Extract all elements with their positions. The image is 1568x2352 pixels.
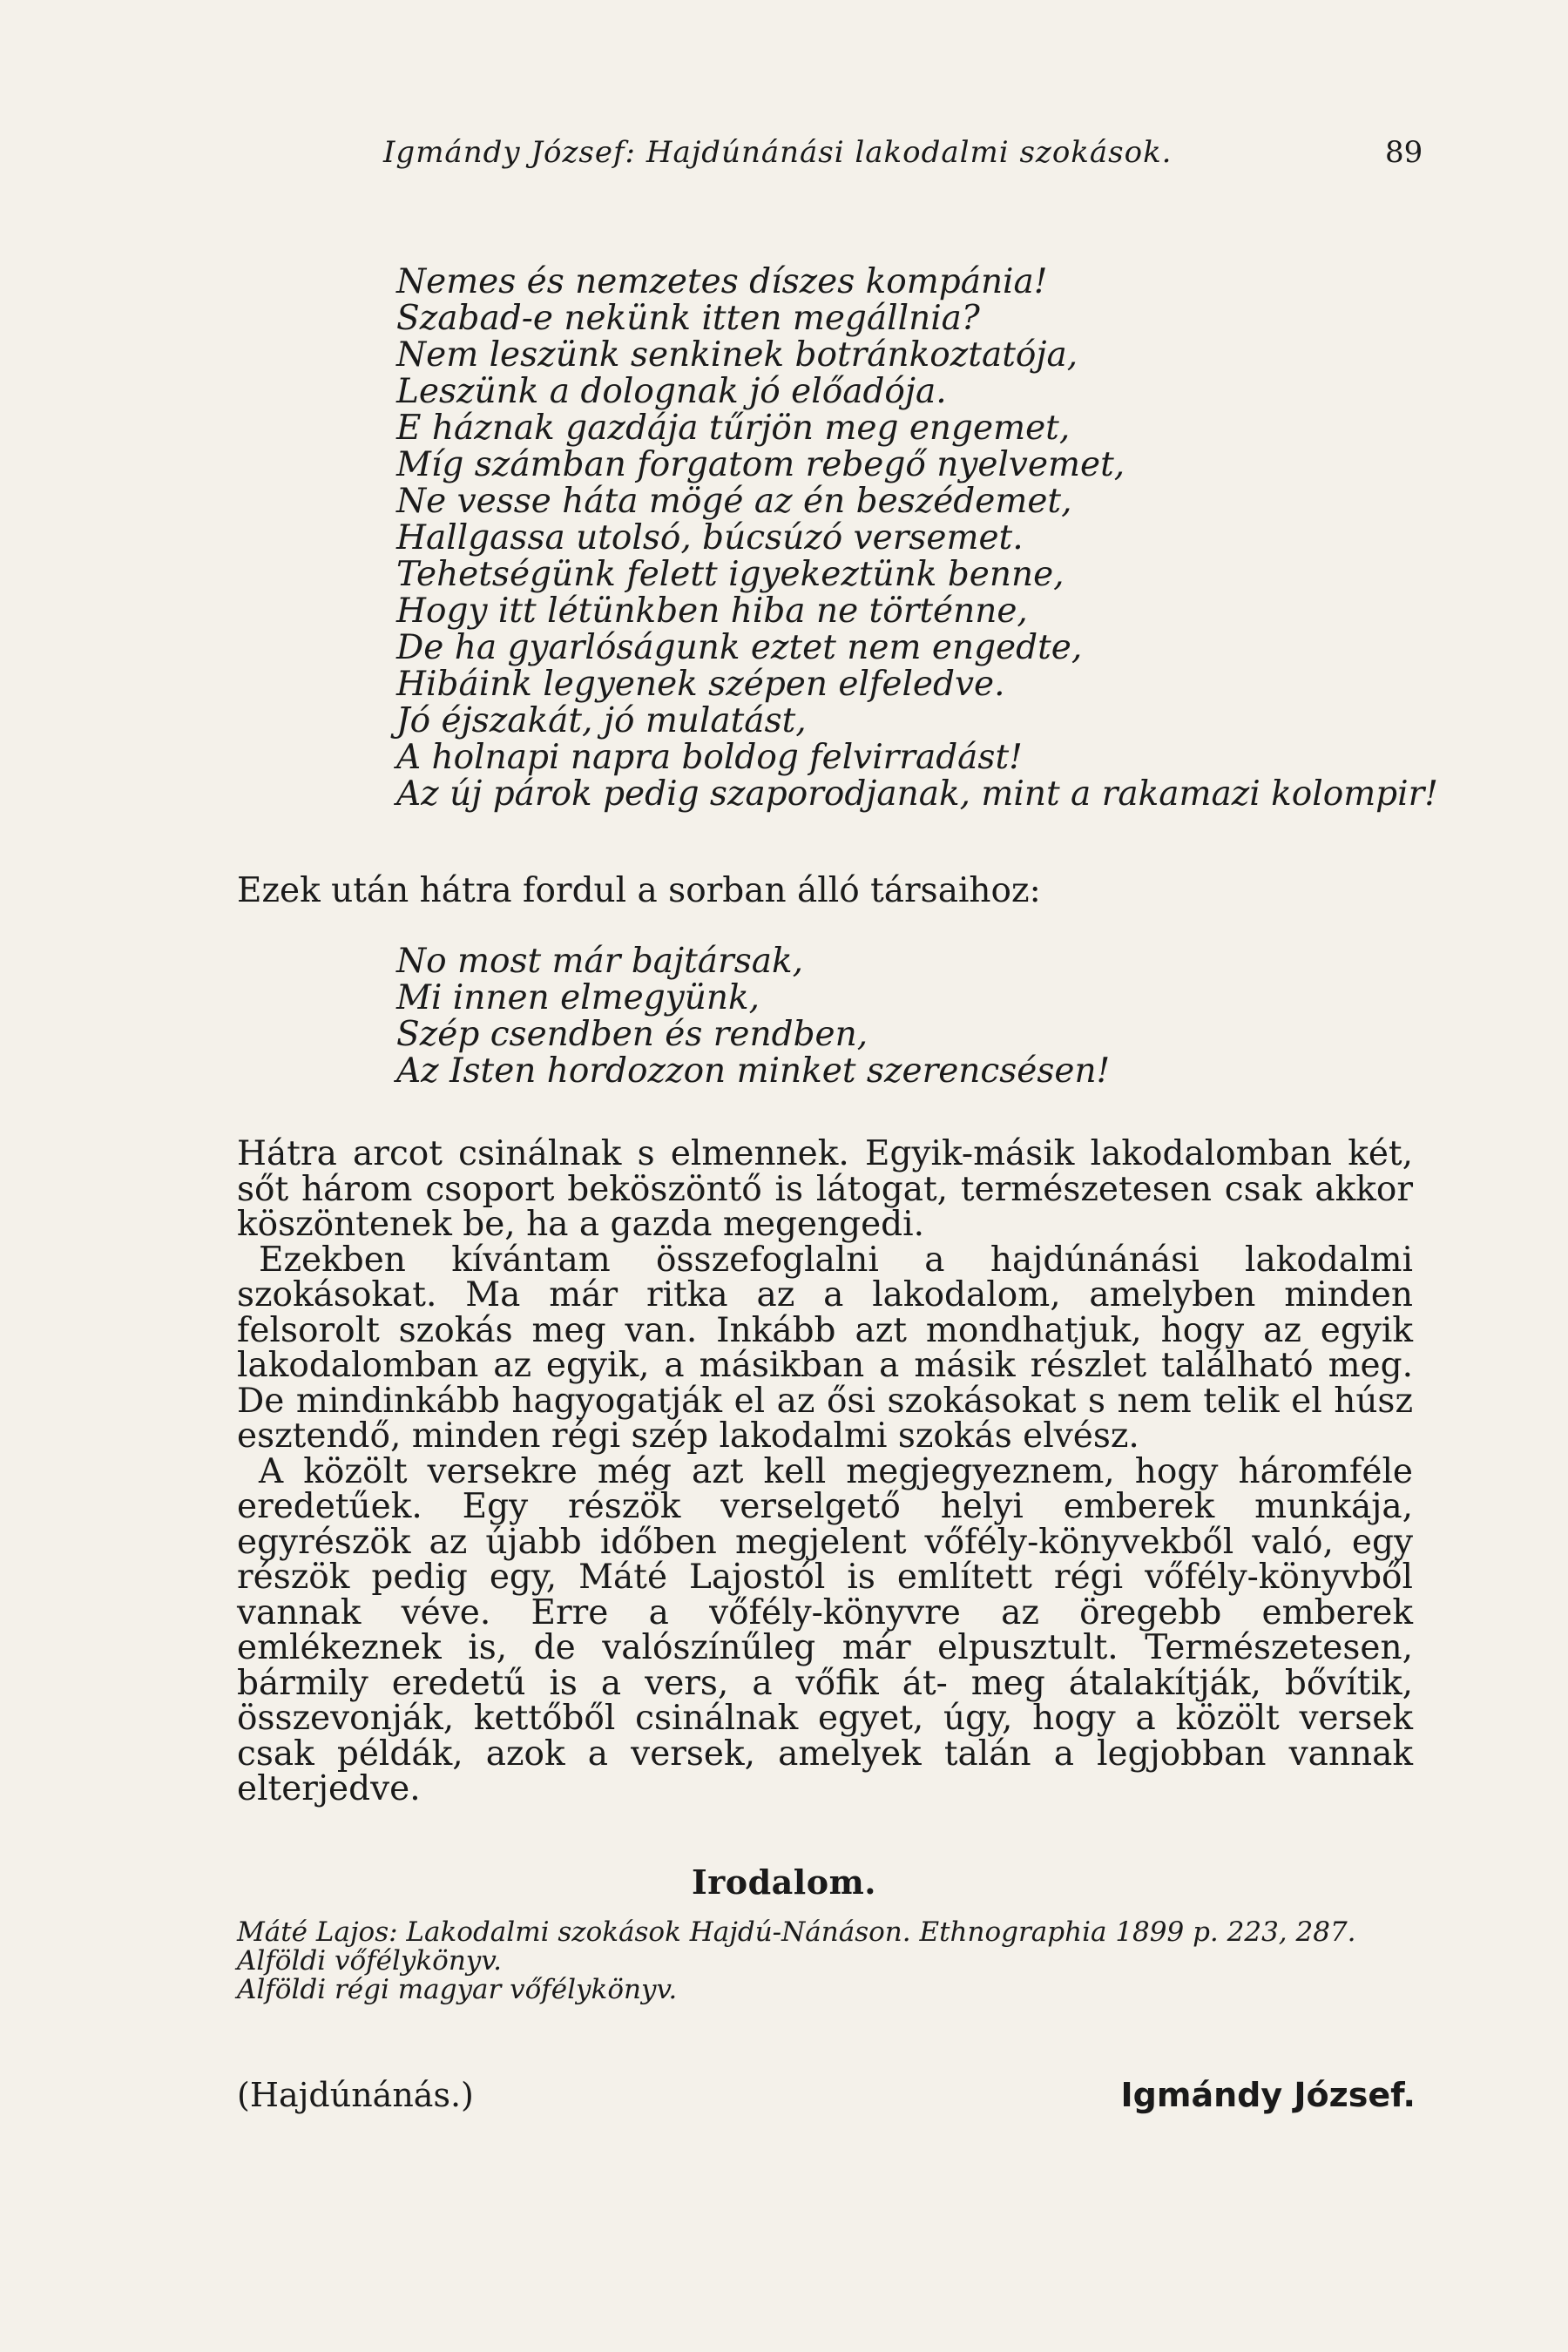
body-paragraph: Hátra arcot csinálnak s elmennek. Egyik-másik lakodalomban két, sőt három csoport beköszöntő is látogat, természetesen csak akkor köszöntenek be, ha a gazda megengedi. [237,1134,1413,1244]
verse-line: Ne vesse háta mögé az én beszédemet, [396,482,1072,521]
verse-block-farewell [396,264,1438,813]
verse-line: Szabad-e nekünk itten megállnia? [396,299,980,338]
verse-line: E háznak gazdája tűrjön meg engemet, [396,409,1071,448]
verse-block-departure [396,943,1110,1090]
running-header: Igmándy József: Hajdúnánási lakodalmi szokások. [383,135,1173,170]
verse-line: Az új párok pedig szaporodjanak, mint a rakamazi kolompir! [396,774,1438,814]
body-paragraph: Ezekben kívántam összefoglalni a hajdúnánási lakodalmi szokásokat. Ma már ritka az a lakodalom, amelyben minden felsorolt szokás meg van. Inkább azt mondhatjuk, hogy az egyik lakodalomban az egyik, a másikban a másik részlet található meg. De mindinkább hagyogatják el az ősi szokásokat s nem telik el húsz esztendő, minden régi szép lakodalmi szokás elvész. [237,1240,1413,1456]
verse-line: Nem leszünk senkinek botránkoztatója, [396,335,1078,375]
verse-line: Míg számban forgatom rebegő nyelvemet, [396,445,1125,484]
verse-line: A holnapi napra boldog felvirradást! [396,738,1023,777]
place-of-origin: (Hajdúnánás.) [237,2076,474,2114]
bibliography-entry: Alföldi régi magyar vőfélykönyv. [237,1974,678,2005]
verse-line: Hallgassa utolsó, búcsúzó versemet. [396,518,1024,558]
verse-line: Nemes és nemzetes díszes kompánia! [396,262,1048,301]
page-number: 89 [1385,135,1423,170]
verse-line: De ha gyarlóságunk eztet nem engedte, [396,628,1083,667]
verse-line: Az Isten hordozzon minket szerencsésen! [396,1051,1111,1091]
bibliography [237,1918,1422,2004]
bibliography-entry: Máté Lajos: Lakodalmi szokások Hajdú-Nánáson. Ethnographia 1899 p. 223, 287. [237,1916,1356,1948]
verse-line: Szép csendben és rendben, [396,1015,868,1054]
verse-line: Hibáink legyenek szépen elfeledve. [396,665,1005,704]
verse-line: Jó éjszakát, jó mulatást, [396,701,807,740]
body-text [237,1134,1413,1808]
verse-line: Leszünk a dolognak jó előadója. [396,372,947,411]
verse-line: Tehetségünk felett igyekeztünk benne, [396,555,1064,594]
author-signature: Igmándy József. [1120,2076,1416,2114]
body-paragraph: A közölt versekre még azt kell megjegyeznem, hogy háromféle eredetűek. Egy részök verselgető helyi emberek munkája, egyrészök az újabb időben megjelent vőfély-könyvekből való, egy részök pedig egy, Máté Lajostól is említett régi vőfély-könyvből vannak véve. Erre a vőfély-könyvre az öregebb emberek emlékeznek is, de valószínűleg már elpusztult. Természetesen, bármily eredetű is a vers, a vőfik át- meg átalakítják, bővítik, összevonják, kettőből csinálnak egyet, úgy, hogy a közölt versek csak példák, azok a versek, amelyek talán a legjobban vannak elterjedve. [237,1451,1413,1808]
intro-paragraph: Ezek után hátra fordul a sorban álló társaihoz: [237,871,1041,910]
bibliography-entry: Alföldi vőfélykönyv. [237,1945,503,1977]
verse-line: Mi innen elmegyünk, [396,978,760,1017]
verse-line: No most már bajtársak, [396,942,803,981]
literature-heading: Irodalom. [691,1862,877,1902]
verse-line: Hogy itt létünkben hiba ne történne, [396,591,1028,631]
